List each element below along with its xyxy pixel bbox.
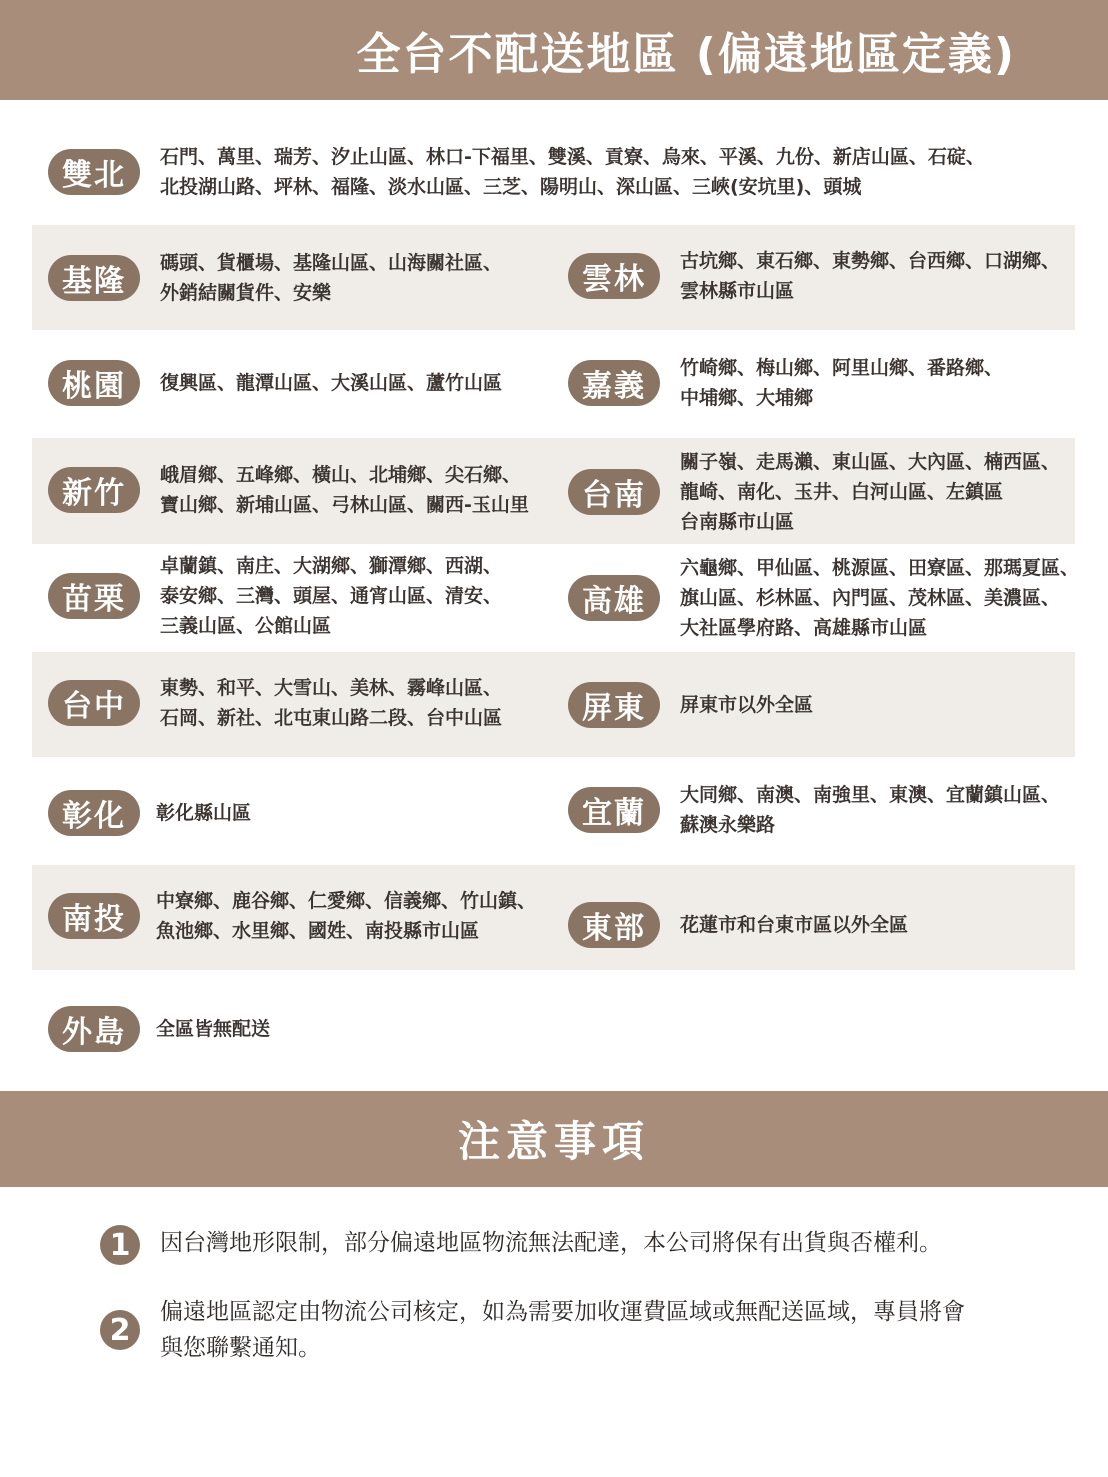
region-areas: 關子嶺、走馬瀨、東山區、大內區、楠西區、 龍崎、南化、玉井、白河山區、左鎮區 台南縣市山區 (680, 451, 1061, 533)
note-text: 因台灣地形限制，部分偏遠地區物流無法配達，本公司將保有出貨與否權利。 (160, 1230, 942, 1256)
region-hsinchu (48, 459, 529, 521)
region-areas: 大同鄉、南澳、南強里、東澳、宜蘭鎮山區、 蘇澳永樂路 (680, 784, 1061, 836)
region-areas: 竹崎鄉、梅山鄉、阿里山鄉、番路鄉、 中埔鄉、大埔鄉 (680, 357, 1004, 409)
region-islands (48, 1006, 270, 1052)
region-label: 彰化 (48, 790, 140, 836)
region-areas: 峨眉鄉、五峰鄉、橫山、北埔鄉、尖石鄉、 寶山鄉、新埔山區、弓林山區、關西-玉山里 (160, 464, 529, 516)
region-yilan (568, 779, 1060, 841)
region-label: 新竹 (48, 467, 140, 513)
page-title: 全台不配送地區 (偏遠地區定義) (356, 29, 1016, 80)
region-pingtung (568, 682, 813, 728)
region-areas: 六龜鄉、甲仙區、桃源區、田寮區、那瑪夏區、 旗山區、杉林區、內門區、茂林區、美濃區、 大社區學府路、高雄縣市山區 (680, 557, 1080, 639)
region-tainan (568, 446, 1060, 538)
region-taoyuan (48, 360, 502, 406)
note-text: 偏遠地區認定由物流公司核定，如為需要加收運費區域或無配送區域，專員將會 與您聯繫通知。 (160, 1299, 965, 1361)
page-title-banner (0, 0, 1108, 100)
notes-title-banner (0, 1091, 1108, 1187)
note-item (100, 1225, 1020, 1265)
region-label: 台南 (568, 469, 660, 515)
region-areas: 石門、萬里、瑞芳、汐止山區、林口-下福里、雙溪、貢寮、烏來、平溪、九份、新店山區、石碇、 北投湖山路、坪林、福隆、淡水山區、三芝、陽明山、深山區、三峽(安坑里)、頭城 (160, 146, 985, 198)
region-shuangbei (48, 140, 985, 204)
region-east (568, 902, 908, 948)
region-label: 苗栗 (48, 573, 140, 619)
note-item (100, 1294, 1020, 1366)
region-areas: 卓蘭鎮、南庄、大湖鄉、獅潭鄉、西湖、 泰安鄉、三灣、頭屋、通宵山區、清安、 三義山區、公館山區 (160, 555, 503, 637)
region-yunlin (568, 245, 1060, 307)
region-label: 東部 (568, 902, 660, 948)
region-keelung (48, 247, 502, 309)
region-label: 南投 (48, 893, 140, 939)
region-areas: 復興區、龍潭山區、大溪山區、蘆竹山區 (160, 372, 503, 394)
region-label: 桃園 (48, 360, 140, 406)
region-label: 台中 (48, 680, 140, 726)
region-areas: 中寮鄉、鹿谷鄉、仁愛鄉、信義鄉、竹山鎮、 魚池鄉、水里鄉、國姓、南投縣市山區 (156, 890, 537, 942)
region-areas: 屏東市以外全區 (680, 694, 814, 716)
note-number: 1 (100, 1225, 140, 1265)
region-areas: 全區皆無配送 (156, 1018, 271, 1040)
region-areas: 彰化縣山區 (156, 802, 252, 824)
region-label: 嘉義 (568, 360, 660, 406)
region-kaohsiung (568, 552, 1079, 644)
region-areas: 東勢、和平、大雪山、美林、霧峰山區、 石岡、新社、北屯東山路二段、台中山區 (160, 677, 503, 729)
region-taichung (48, 672, 502, 734)
region-areas: 古坑鄉、東石鄉、東勢鄉、台西鄉、口湖鄉、 雲林縣市山區 (680, 250, 1061, 302)
region-chiayi (568, 352, 1003, 414)
region-label: 宜蘭 (568, 787, 660, 833)
note-number: 2 (100, 1310, 140, 1350)
region-label: 外島 (48, 1006, 140, 1052)
region-nantou (48, 885, 536, 947)
region-changhua (48, 790, 251, 836)
region-label: 高雄 (568, 575, 660, 621)
region-areas: 花蓮市和台東市區以外全區 (680, 914, 909, 936)
region-label: 基隆 (48, 255, 140, 301)
region-miaoli (48, 550, 502, 642)
region-label: 雙北 (48, 149, 140, 195)
region-areas: 碼頭、貨櫃場、基隆山區、山海關社區、 外銷結關貨件、安樂 (160, 252, 503, 304)
notes-title: 注意事項 (457, 1117, 650, 1166)
region-label: 雲林 (568, 253, 660, 299)
region-label: 屏東 (568, 682, 660, 728)
